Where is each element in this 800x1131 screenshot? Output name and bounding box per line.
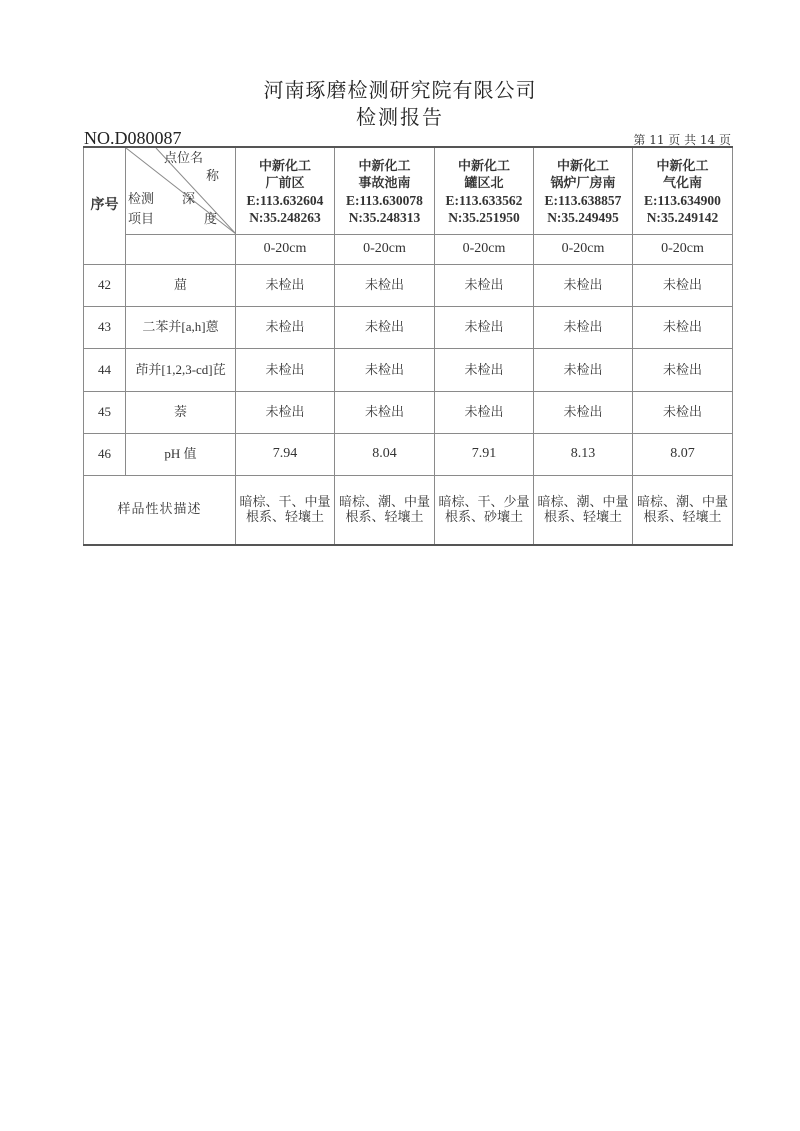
depth-blank: [126, 235, 236, 265]
row-value: 8.13: [534, 434, 633, 476]
location-5: [633, 147, 733, 235]
description-label: 样品性状描述: [84, 476, 236, 545]
row-seq: 43: [84, 307, 126, 349]
row-seq: 46: [84, 434, 126, 476]
sample-description: 暗棕、潮、中量根系、轻壤土: [335, 476, 435, 545]
location-east: E:113.630078: [346, 193, 423, 208]
sample-description: 暗棕、潮、中量根系、轻壤土: [633, 476, 733, 545]
table-row: [84, 392, 733, 434]
row-value: 未检出: [236, 307, 335, 349]
page-info: 第 11 页 共 14 页: [633, 133, 731, 147]
row-value: 未检出: [236, 392, 335, 434]
row-value: 未检出: [633, 392, 733, 434]
table-row: [84, 349, 733, 392]
row-value: 未检出: [335, 349, 435, 392]
row-value: 未检出: [633, 349, 733, 392]
description-row: [84, 476, 733, 545]
location-name-1: 中新化工: [258, 159, 311, 174]
row-value: 8.07: [633, 434, 733, 476]
row-value: 未检出: [335, 392, 435, 434]
diag-item-1: 检测: [128, 192, 155, 207]
row-value: 未检出: [435, 307, 534, 349]
location-2: [335, 147, 435, 235]
location-north: N:35.251950: [448, 210, 520, 225]
table-row: [84, 307, 733, 349]
location-name-1: 中新化工: [656, 159, 709, 174]
location-header-row: [84, 147, 733, 235]
row-value: 未检出: [335, 307, 435, 349]
diag-point-name-2: 称: [206, 169, 220, 184]
location-name-1: 中新化工: [556, 159, 609, 174]
report-number: NO.D080087: [84, 128, 182, 148]
row-value: 未检出: [435, 265, 534, 307]
company-title: 河南琢磨检测研究院有限公司: [263, 78, 537, 102]
location-subname: 厂前区: [265, 176, 305, 191]
table-row: [84, 434, 733, 476]
location-north: N:35.248313: [348, 210, 421, 225]
sample-description: 暗棕、潮、中量根系、轻壤土: [534, 476, 633, 545]
depth-row: [84, 235, 733, 265]
location-east: E:113.634900: [644, 193, 721, 208]
sample-description: 暗棕、干、中量根系、轻壤土: [236, 476, 335, 545]
row-item: pH 值: [126, 434, 236, 476]
depth-3: 0-20cm: [435, 235, 534, 265]
row-value: 未检出: [534, 349, 633, 392]
location-east: E:113.633562: [445, 193, 523, 208]
row-value: 未检出: [236, 349, 335, 392]
location-east: E:113.632604: [246, 193, 324, 208]
diag-item-2: 项目: [128, 212, 155, 227]
depth-4: 0-20cm: [534, 235, 633, 265]
row-value: 未检出: [236, 265, 335, 307]
location-4: [534, 147, 633, 235]
depth-1: 0-20cm: [236, 235, 335, 265]
table-row: [84, 265, 733, 307]
location-north: N:35.249142: [646, 210, 719, 225]
row-item: 二苯并[a,h]蒽: [126, 307, 236, 349]
row-seq: 42: [84, 265, 126, 307]
row-value: 未检出: [534, 392, 633, 434]
row-value: 未检出: [435, 349, 534, 392]
row-value: 7.91: [435, 434, 534, 476]
location-subname: 锅炉厂房南: [550, 176, 616, 191]
location-name-1: 中新化工: [457, 159, 510, 174]
row-seq: 45: [84, 392, 126, 434]
row-value: 8.04: [335, 434, 435, 476]
location-subname: 事故池南: [358, 176, 411, 191]
location-name-1: 中新化工: [358, 159, 411, 174]
diag-depth-2: 度: [204, 212, 218, 227]
row-value: 7.94: [236, 434, 335, 476]
location-subname: 气化南: [662, 176, 702, 191]
depth-5: 0-20cm: [633, 235, 733, 265]
row-value: 未检出: [633, 265, 733, 307]
row-value: 未检出: [335, 265, 435, 307]
row-seq: 44: [84, 349, 126, 392]
depth-2: 0-20cm: [335, 235, 435, 265]
row-item: 茚并[1,2,3-cd]芘: [126, 349, 236, 392]
row-item: 䓛: [126, 265, 236, 307]
sample-description: 暗棕、干、少量根系、砂壤土: [435, 476, 534, 545]
seq-header: 序号: [84, 147, 126, 265]
location-3: [435, 147, 534, 235]
report-title: 检测报告: [356, 105, 444, 129]
location-subname: 罐区北: [464, 176, 504, 191]
diagonal-header: [126, 147, 236, 235]
row-value: 未检出: [633, 307, 733, 349]
row-item: 萘: [126, 392, 236, 434]
location-1: [236, 147, 335, 235]
location-north: N:35.249495: [547, 210, 619, 225]
location-north: N:35.248263: [249, 210, 321, 225]
results-table: [83, 146, 733, 546]
row-value: 未检出: [534, 307, 633, 349]
diag-depth-1: 深: [182, 192, 196, 207]
diag-point-name-1: 点位名: [164, 151, 204, 166]
location-east: E:113.638857: [544, 193, 622, 208]
row-value: 未检出: [435, 392, 534, 434]
row-value: 未检出: [534, 265, 633, 307]
